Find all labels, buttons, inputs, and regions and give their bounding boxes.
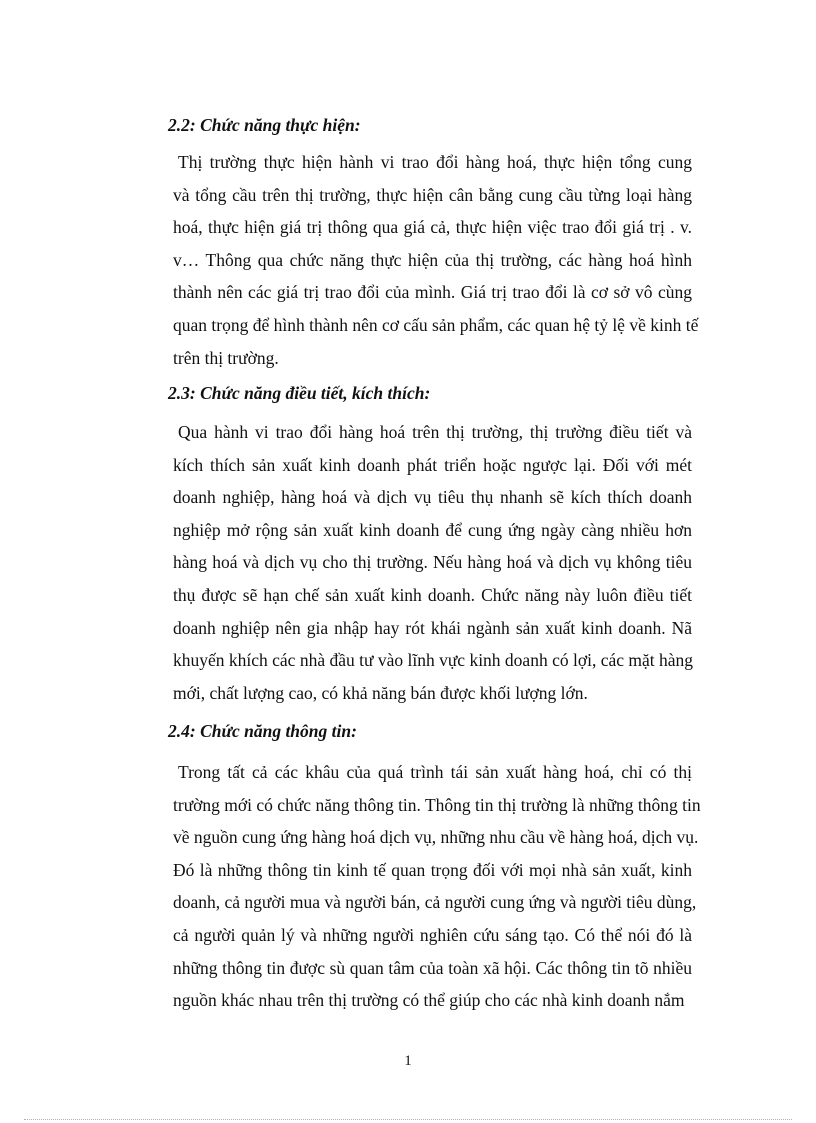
paragraph-line: hàng hoá và dịch vụ cho thị trường. Nếu hàng hoá và dịch vụ không tiêu xyxy=(173,552,692,573)
paragraph-line: nguồn khác nhau trên thị trường có thể giúp cho các nhà kinh doanh nắm xyxy=(173,990,685,1011)
paragraph-line: hoá, thực hiện giá trị thông qua giá cả, thực hiện việc trao đổi giá trị . v. xyxy=(173,217,692,238)
paragraph-line: doanh nghiệp, hàng hoá và dịch vụ tiêu thụ nhanh sẽ kích thích doanh xyxy=(173,487,692,508)
paragraph-line: thụ được sẽ hạn chế sản xuất kinh doanh. Chức năng này luôn điều tiết xyxy=(173,584,692,605)
section-heading-2-4: 2.4: Chức năng thông tin: xyxy=(168,721,357,741)
footer-divider xyxy=(24,1119,792,1120)
paragraph-line: nghiệp mở rộng sản xuất kinh doanh để cung ứng ngày càng nhiều hơn xyxy=(173,519,692,540)
section-paragraph-2-3 xyxy=(168,416,692,709)
paragraph-line: mới, chất lượng cao, có khả năng bán được khối lượng lớn. xyxy=(173,682,588,703)
section-heading-2-3: 2.3: Chức năng điều tiết, kích thích: xyxy=(168,383,431,403)
paragraph-line: Đó là những thông tin kinh tế quan trọng đối với mọi nhà sản xuất, kinh xyxy=(173,859,692,880)
paragraph-line: doanh nghiệp nên gia nhập hay rót khái ngành sản xuất kinh doanh. Nã xyxy=(173,617,692,638)
paragraph-line: trường mới có chức năng thông tin. Thông tin thị trường là những thông tin xyxy=(173,794,701,815)
paragraph-line: thành nên các giá trị trao đổi của mình. Giá trị trao đổi là cơ sở vô cùng xyxy=(173,282,692,303)
paragraph-line: và tổng cầu trên thị trường, thực hiện cân bằng cung cầu từng loại hàng xyxy=(173,184,692,205)
paragraph-line: quan trọng để hình thành nên cơ cấu sản phẩm, các quan hệ tỷ lệ về kinh tế xyxy=(173,314,699,335)
paragraph-line: về nguồn cung ứng hàng hoá dịch vụ, những nhu cầu về hàng hoá, dịch vụ. xyxy=(173,827,699,848)
paragraph-line: Qua hành vi trao đổi hàng hoá trên thị trường, thị trường điều tiết và xyxy=(178,422,692,442)
paragraph-line: kích thích sản xuất kinh doanh phát triển hoặc ngược lại. Đối với mét xyxy=(173,454,692,475)
paragraph-line: Thị trường thực hiện hành vi trao đổi hàng hoá, thực hiện tổng cung xyxy=(178,152,692,172)
paragraph-line: cả người quản lý và những người nghiên cứu sáng tạo. Có thể nói đó là xyxy=(173,924,692,945)
section-heading-2-2: 2.2: Chức năng thực hiện: xyxy=(168,115,361,135)
paragraph-line: v… Thông qua chức năng thực hiện của thị trường, các hàng hoá hình xyxy=(173,249,692,270)
paragraph-line: trên thị trường. xyxy=(173,347,279,368)
paragraph-line: Trong tất cả các khâu của quá trình tái sản xuất hàng hoá, chỉ có thị xyxy=(178,762,692,782)
page-number: 1 xyxy=(404,1053,412,1069)
paragraph-line: khuyến khích các nhà đầu tư vào lĩnh vực kinh doanh có lợi, các mặt hàng xyxy=(173,650,694,671)
section-paragraph-2-2 xyxy=(168,146,699,374)
paragraph-line: doanh, cả người mua và người bán, cả người cung ứng và người tiêu dùng, xyxy=(173,892,697,913)
paragraph-line: những thông tin được sù quan tâm của toàn xã hội. Các thông tin tõ nhiều xyxy=(173,957,692,978)
section-paragraph-2-4 xyxy=(168,756,701,1017)
